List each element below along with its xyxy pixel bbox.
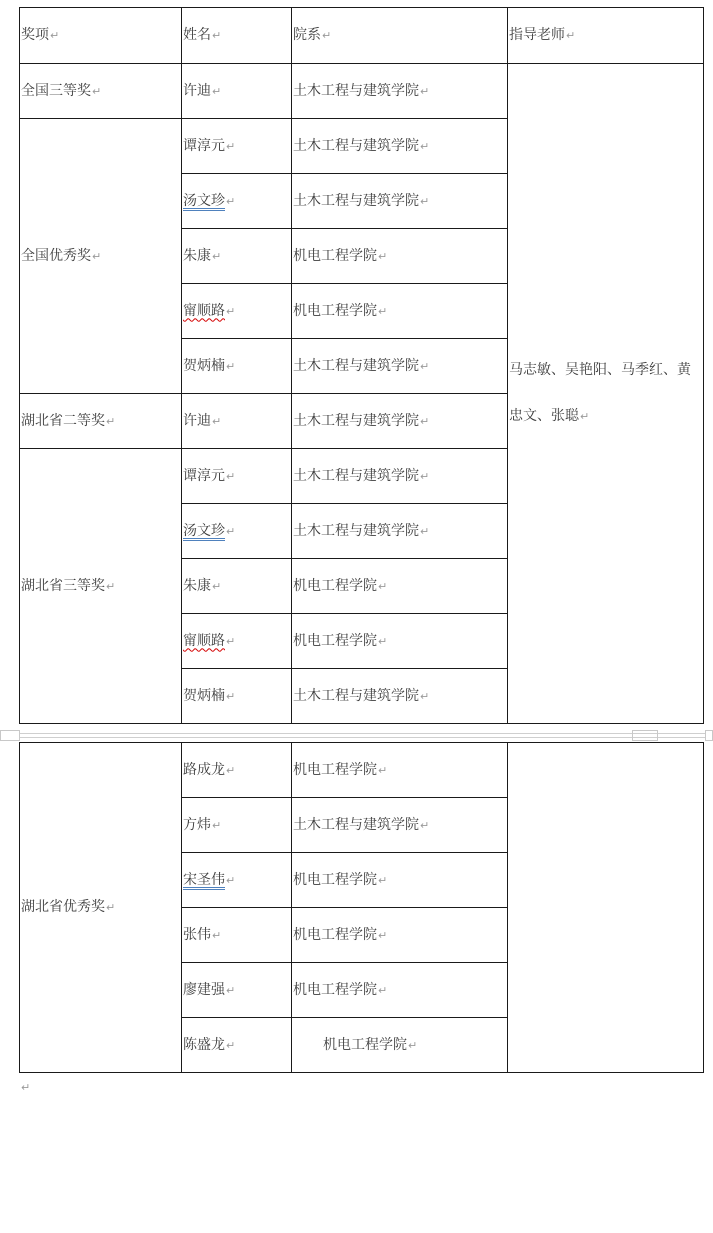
- header-college: 院系: [293, 27, 321, 43]
- award-cell[interactable]: [20, 394, 182, 449]
- college-name: 土木工程与建筑学院: [293, 687, 419, 704]
- student-name: 谭淳元: [183, 467, 225, 484]
- header-award: 奖项: [21, 27, 49, 43]
- advisor-names: 马志敏、吴艳阳、马季红、黄忠文、张聪: [509, 362, 691, 424]
- award-label: 湖北省三等奖: [21, 577, 105, 594]
- college-cell[interactable]: [292, 743, 508, 798]
- college-name: 机电工程学院: [323, 1036, 407, 1053]
- college-name: 机电工程学院: [293, 981, 377, 998]
- student-name: 陈盛龙: [183, 1036, 225, 1053]
- student-name: 宋圣伟: [183, 871, 225, 888]
- cell-end-mark: ↵: [378, 579, 388, 593]
- name-cell[interactable]: [182, 669, 292, 724]
- table-gap-line: [19, 737, 705, 738]
- college-cell[interactable]: [292, 119, 508, 174]
- cell-end-mark: ↵: [212, 579, 222, 593]
- student-name: 张伟: [183, 926, 211, 943]
- college-name: 机电工程学院: [293, 761, 377, 778]
- student-name: 朱康: [183, 577, 211, 594]
- cell-end-mark: ↵: [226, 689, 236, 703]
- name-cell[interactable]: [182, 1018, 292, 1073]
- cell-end-mark: ↵: [226, 634, 236, 648]
- table-row: [20, 64, 704, 119]
- awards-table-part-1: [19, 7, 704, 724]
- name-cell[interactable]: [182, 64, 292, 119]
- college-cell[interactable]: [292, 64, 508, 119]
- award-label: 湖北省二等奖: [21, 412, 105, 429]
- cell-end-mark: ↵: [378, 763, 388, 777]
- cell-end-mark: ↵: [212, 84, 222, 98]
- cell-end-mark: ↵: [322, 29, 332, 42]
- college-name: 机电工程学院: [293, 632, 377, 649]
- award-label: 全国优秀奖: [21, 247, 91, 264]
- name-cell[interactable]: [182, 798, 292, 853]
- college-cell[interactable]: [292, 229, 508, 284]
- name-cell[interactable]: [182, 504, 292, 559]
- name-cell[interactable]: [182, 394, 292, 449]
- cell-end-mark: ↵: [408, 1038, 418, 1052]
- cell-end-mark: ↵: [106, 579, 116, 593]
- college-cell[interactable]: [292, 284, 508, 339]
- cell-end-mark: ↵: [226, 304, 236, 318]
- cell-end-mark: ↵: [92, 84, 102, 98]
- college-name: 机电工程学院: [293, 302, 377, 319]
- college-name: 土木工程与建筑学院: [293, 467, 419, 484]
- cell-end-mark: ↵: [226, 469, 236, 483]
- cell-end-mark: ↵: [420, 139, 430, 153]
- student-name: 廖建强: [183, 981, 225, 998]
- award-cell[interactable]: [20, 119, 182, 394]
- student-name: 方炜: [183, 816, 211, 833]
- college-cell[interactable]: [292, 853, 508, 908]
- name-cell[interactable]: [182, 743, 292, 798]
- college-cell[interactable]: [292, 339, 508, 394]
- student-name: 谭淳元: [183, 137, 225, 154]
- name-cell[interactable]: [182, 449, 292, 504]
- cell-end-mark: ↵: [420, 194, 430, 208]
- cell-end-mark: ↵: [420, 818, 430, 832]
- college-name: 机电工程学院: [293, 871, 377, 888]
- college-cell[interactable]: [292, 614, 508, 669]
- college-name: 土木工程与建筑学院: [293, 522, 419, 539]
- cell-end-mark: ↵: [212, 818, 222, 832]
- cell-end-mark: ↵: [92, 249, 102, 263]
- name-cell[interactable]: [182, 284, 292, 339]
- cell-end-mark: ↵: [420, 359, 430, 373]
- paragraph-end-mark: ↵: [21, 1081, 31, 1094]
- column-resize-marker[interactable]: [632, 730, 658, 741]
- left-gap-marker: [0, 730, 20, 741]
- cell-end-mark: ↵: [420, 84, 430, 98]
- header-advisor-cell[interactable]: [508, 8, 704, 64]
- cell-end-mark: ↵: [378, 304, 388, 318]
- cell-end-mark: ↵: [106, 414, 116, 428]
- advisor-cell[interactable]: [508, 743, 704, 1073]
- cell-end-mark: ↵: [226, 763, 236, 777]
- name-cell[interactable]: [182, 559, 292, 614]
- header-row: [20, 8, 704, 64]
- student-name: 贺炳楠: [183, 687, 225, 704]
- name-cell[interactable]: [182, 174, 292, 229]
- name-cell[interactable]: [182, 229, 292, 284]
- header-name-cell[interactable]: [182, 8, 292, 64]
- cell-end-mark: ↵: [420, 689, 430, 703]
- cell-end-mark: ↵: [226, 139, 236, 153]
- cell-end-mark: ↵: [50, 29, 60, 42]
- cell-end-mark: ↵: [106, 901, 116, 914]
- student-name: 路成龙: [183, 761, 225, 778]
- college-cell[interactable]: [292, 504, 508, 559]
- college-name: 土木工程与建筑学院: [293, 137, 419, 154]
- award-cell[interactable]: [20, 743, 182, 1073]
- college-cell[interactable]: [292, 559, 508, 614]
- award-cell[interactable]: [20, 449, 182, 724]
- name-cell[interactable]: [182, 963, 292, 1018]
- header-college-cell[interactable]: [292, 8, 508, 64]
- cell-end-mark: ↵: [378, 634, 388, 648]
- award-label: 湖北省优秀奖: [21, 899, 105, 915]
- cell-end-mark: ↵: [566, 29, 576, 42]
- header-name: 姓名: [183, 27, 211, 43]
- college-cell[interactable]: [292, 963, 508, 1018]
- college-name: 土木工程与建筑学院: [293, 82, 419, 99]
- student-name: 甯顺路: [183, 632, 225, 649]
- college-cell[interactable]: [292, 394, 508, 449]
- cell-end-mark: ↵: [580, 410, 590, 423]
- college-name: 机电工程学院: [293, 926, 377, 943]
- cell-end-mark: ↵: [378, 249, 388, 263]
- header-advisor: 指导老师: [509, 27, 565, 43]
- advisor-cell[interactable]: [508, 64, 704, 724]
- header-award-cell[interactable]: [20, 8, 182, 64]
- cell-end-mark: ↵: [420, 469, 430, 483]
- student-name: 贺炳楠: [183, 357, 225, 374]
- college-name: 土木工程与建筑学院: [293, 357, 419, 374]
- cell-end-mark: ↵: [226, 359, 236, 373]
- student-name: 汤文珍: [183, 522, 225, 539]
- cell-end-mark: ↵: [212, 928, 222, 942]
- college-cell[interactable]: [292, 174, 508, 229]
- college-name: 土木工程与建筑学院: [293, 816, 419, 833]
- awards-table-part-2: [19, 742, 704, 1073]
- name-cell[interactable]: [182, 853, 292, 908]
- table-gap-line: [19, 733, 705, 734]
- cell-end-mark: ↵: [378, 873, 388, 887]
- college-cell[interactable]: [292, 908, 508, 963]
- award-label: 全国三等奖: [21, 82, 91, 99]
- cell-end-mark: ↵: [226, 983, 236, 997]
- student-name: 汤文珍: [183, 192, 225, 209]
- name-cell[interactable]: [182, 908, 292, 963]
- cell-end-mark: ↵: [378, 983, 388, 997]
- college-name: 机电工程学院: [293, 577, 377, 594]
- cell-end-mark: ↵: [226, 1038, 236, 1052]
- cell-end-mark: ↵: [378, 928, 388, 942]
- college-cell[interactable]: [292, 669, 508, 724]
- cell-end-mark: ↵: [212, 29, 222, 42]
- student-name: 许迪: [183, 82, 211, 99]
- college-cell[interactable]: [292, 798, 508, 853]
- cell-end-mark: ↵: [226, 194, 236, 208]
- student-name: 甯顺路: [183, 302, 225, 319]
- cell-end-mark: ↵: [226, 873, 236, 887]
- cell-end-mark: ↵: [420, 414, 430, 428]
- name-cell[interactable]: [182, 119, 292, 174]
- college-name: 机电工程学院: [293, 247, 377, 264]
- right-gap-marker: [705, 730, 713, 741]
- cell-end-mark: ↵: [212, 414, 222, 428]
- college-name: 土木工程与建筑学院: [293, 412, 419, 429]
- college-cell[interactable]: [292, 1018, 508, 1073]
- award-cell[interactable]: [20, 64, 182, 119]
- college-name: 土木工程与建筑学院: [293, 192, 419, 209]
- cell-end-mark: ↵: [226, 524, 236, 538]
- cell-end-mark: ↵: [212, 249, 222, 263]
- student-name: 许迪: [183, 412, 211, 429]
- student-name: 朱康: [183, 247, 211, 264]
- table-row: [20, 743, 704, 798]
- name-cell[interactable]: [182, 614, 292, 669]
- college-cell[interactable]: [292, 449, 508, 504]
- cell-end-mark: ↵: [420, 524, 430, 538]
- name-cell[interactable]: [182, 339, 292, 394]
